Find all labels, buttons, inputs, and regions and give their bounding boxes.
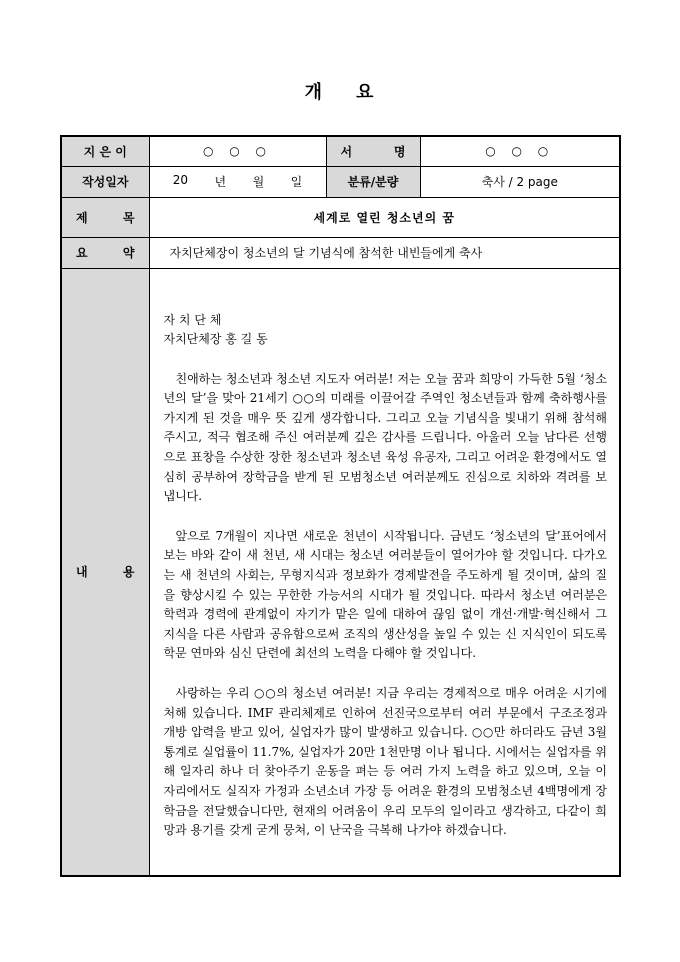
paragraph: 사랑하는 우리 ○○의 청소년 여러분! 지금 우리는 경제적으로 매우 어려운 시기에 처해 있습니다. IMF 관리체제로 인하여 선진국으로부터 여러 부문에서 구조조정과 개방 압력을 받고 있어, 실업자가 많이 발생하고 있습니다. ○○만 하더라도 금년 3월 통계로 실업률이 11.7%, 실업자가 20만 1천만명 이나 됩니다. 시에서는 실업자를 위해 일자리 하나 더 찾아주기 운동을 펴는 등 여러 가지 노력을 하고 있으며, 오늘 이 자리에서도 실직자 가정과 소년소녀 가장 등 어려운 환경의 모범청소년 4백명에게 장학금을 전달했습니다만, 현재의 어려움이 우리 모두의 일이라고 생각하고, 다같이 희망과 용기를 갖게 굳게 뭉쳐, 이 난국을 극복해 나가야 하겠습니다. (163, 686, 607, 838)
page-title-part: 개 (304, 82, 324, 103)
author-value: ○ ○ ○ (149, 136, 326, 166)
content-label-part: 내 (76, 565, 88, 580)
signature-value: ○ ○ ○ (420, 136, 620, 166)
author-label: 지 은 이 (61, 136, 149, 166)
date-month-unit: 월 (252, 175, 265, 189)
subject-label-part: 목 (122, 210, 135, 225)
paragraph: 친애하는 청소년과 청소년 지도자 여러분! 저는 오늘 꿈과 희망이 가득한 5월 ‘청소년의 달’을 맞아 21세기 ○○의 미래를 이끌어갈 주역인 청소년들과 함께 축하행사를 가지게 된 것을 매우 뜻 깊게 생각합니다. 그리고 오늘 기념식을 빛내기 위해 참석해 주시고, 적극 협조해 주신 여러분께 깊은 감사를 드립니다. 아울러 오늘 남다른 선행으로 표창을 수상한 장한 청소년과 청소년 육성 유공자, 그리고 어려운 환경에서도 열심히 공부하여 장학금을 받게 된 모범청소년 여러분께도 진심으로 치하와 격려를 보냅니다. (163, 371, 607, 504)
author-row (61, 136, 620, 166)
subject-label (61, 197, 149, 237)
subject-label-part: 제 (76, 210, 88, 225)
content-row (61, 268, 620, 876)
signature-label (326, 136, 420, 166)
category-value: 축사 / 2 page (420, 166, 620, 197)
content-label-part: 용 (122, 565, 135, 580)
page-title-part: 요 (356, 82, 376, 103)
overview-form-table (60, 135, 621, 877)
content-body (149, 268, 620, 876)
paragraph: 앞으로 7개월이 지나면 새로운 천년이 시작됩니다. 금년도 ‘청소년의 달’표어에서 보는 바와 같이 새 천년, 새 시대는 청소년 여러분들이 열어가야 할 것입니다. 다가오는 새 천년의 사회는, 무형지식과 정보화가 경제발전을 주도하게 될 것이며, 삶의 질을 향상시킬 수 있는 무한한 가능서의 시대가 될 것입니다. 따라서 청소년 여러분은 학력과 경력에 관계없이 자기가 맡은 일에 대하여 끊임 없이 개선·개발·혁신해서 그 지식을 다른 사람과 공유함으로써 조직의 생산성을 높일 수 있는 신 지식인이 되도록 학문 연마와 심신 단련에 최선의 노력을 다해야 할 것입니다. (163, 528, 607, 661)
summary-label-part: 요 (76, 246, 88, 260)
org-line: 자 치 단 체 (163, 312, 222, 327)
date-day-unit: 일 (290, 175, 303, 189)
summary-label-part: 약 (122, 246, 135, 260)
date-label: 작성일자 (61, 166, 149, 197)
summary-label (61, 237, 149, 268)
summary-value: 자치단체장이 청소년의 달 기념식에 참석한 내빈들에게 축사 (149, 237, 620, 268)
signature-label-part: 서 (340, 144, 353, 159)
category-label: 분류/분량 (326, 166, 420, 197)
subject-row (61, 197, 620, 237)
date-year-unit: 년 (214, 175, 227, 189)
date-value (149, 166, 326, 197)
date-year: 20 (172, 173, 189, 187)
speaker-line: 자치단체장 홍 길 동 (163, 332, 268, 347)
subject-value: 세계로 열린 청소년의 꿈 (149, 197, 620, 237)
content-label (61, 268, 149, 876)
summary-row (61, 237, 620, 268)
signature-label-part: 명 (393, 144, 406, 159)
page-title (0, 78, 680, 104)
date-row (61, 166, 620, 197)
